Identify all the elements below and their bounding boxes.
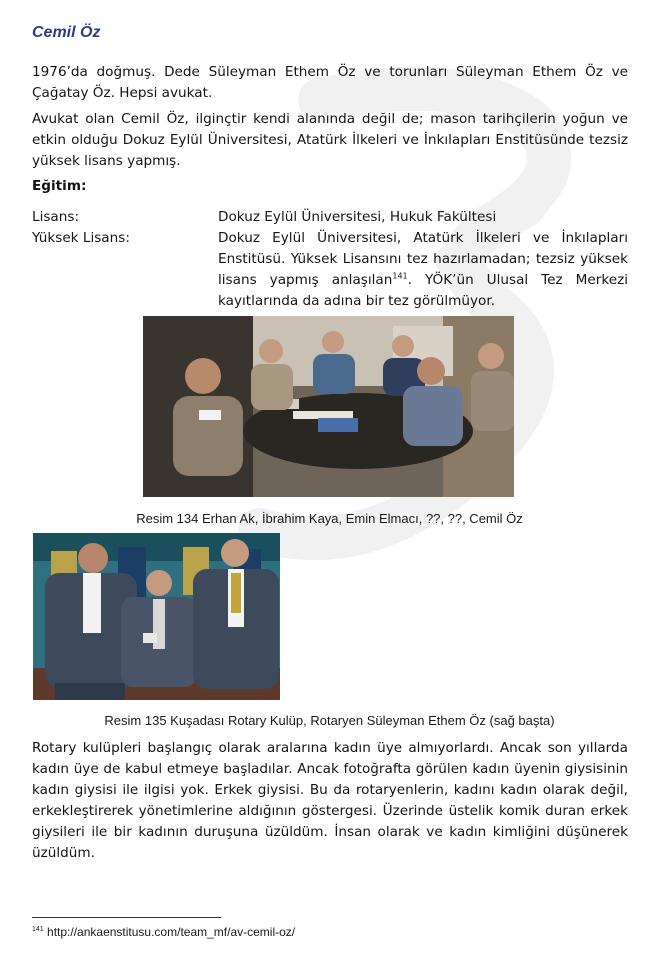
photo-134-caption: Resim 134 Erhan Ak, İbrahim Kaya, Emin Elmacı, ??, ??, Cemil Öz (136, 511, 523, 526)
masters-value (218, 228, 628, 312)
masters-text-1: Dokuz Eylül Üniversitesi, Atatürk İlkeleri ve İnkılapları Enstitüsü. Yüksek Lisansını tez hazırlamadan; tezsiz yüksek lisans yapmış anlaşılan (218, 230, 628, 288)
footnote-link[interactable]: http://ankaenstitusu.com/team_mf/av-cemil-oz/ (47, 925, 296, 939)
footnote-ref[interactable]: 141 (392, 271, 408, 281)
bachelor-label: Lisans: (32, 209, 80, 225)
footnote-number: 141 (32, 926, 44, 933)
education-heading: Eğitim: (32, 178, 87, 194)
rotary-photo (33, 533, 280, 700)
footnote-divider (32, 917, 221, 918)
photo-135-caption: Resim 135 Kuşadası Rotary Kulüp, Rotaryen Süleyman Ethem Öz (sağ başta) (104, 713, 555, 728)
meeting-photo (143, 316, 514, 497)
masters-label: Yüksek Lisans: (32, 230, 130, 246)
rotary-paragraph: Rotary kulüpleri başlangıç olarak aralarına kadın üye almıyorlardı. Ancak son yıllarda kadın üye de kabul etmeye başladılar. Ancak fotoğrafta görülen kadın üyenin giysisinin kadın giysisi ile ilgisi yok. Erkek giysisi. Bu da rotaryenlerin, kadını kadın olarak değil, erkekleştirerek yönetimlerine aldığının göstergesi. Üzerinde üstelik komik duran erkek giysileri ile bir kadının duruşuna üzüldüm. İnsan olarak ve kadın kimliğini düşünerek üzüldüm. (32, 740, 628, 861)
bachelor-value: Dokuz Eylül Üniversitesi, Hukuk Fakültesi (218, 209, 497, 225)
footnote (32, 925, 295, 939)
masters-text-2: . YÖK’ün Ulusal Tez Merkezi kayıtlarında da adına bir tez görülmüyor. (218, 272, 628, 309)
background-paragraph: Avukat olan Cemil Öz, ilginçtir kendi alanında değil de; mason tarihçilerin yoğun ve etkin olduğu Dokuz Eylül Üniversitesi, Atatürk İlkeleri ve İnkılapları Enstitüsünde tezsiz yüksek lisans yapmış. (32, 111, 628, 169)
intro-paragraph: 1976’da doğmuş. Dede Süleyman Ethem Öz ve torunları Süleyman Ethem Öz ve Çağatay Öz. Hepsi avukat. (32, 64, 628, 101)
section-heading: Cemil Öz (32, 24, 101, 41)
